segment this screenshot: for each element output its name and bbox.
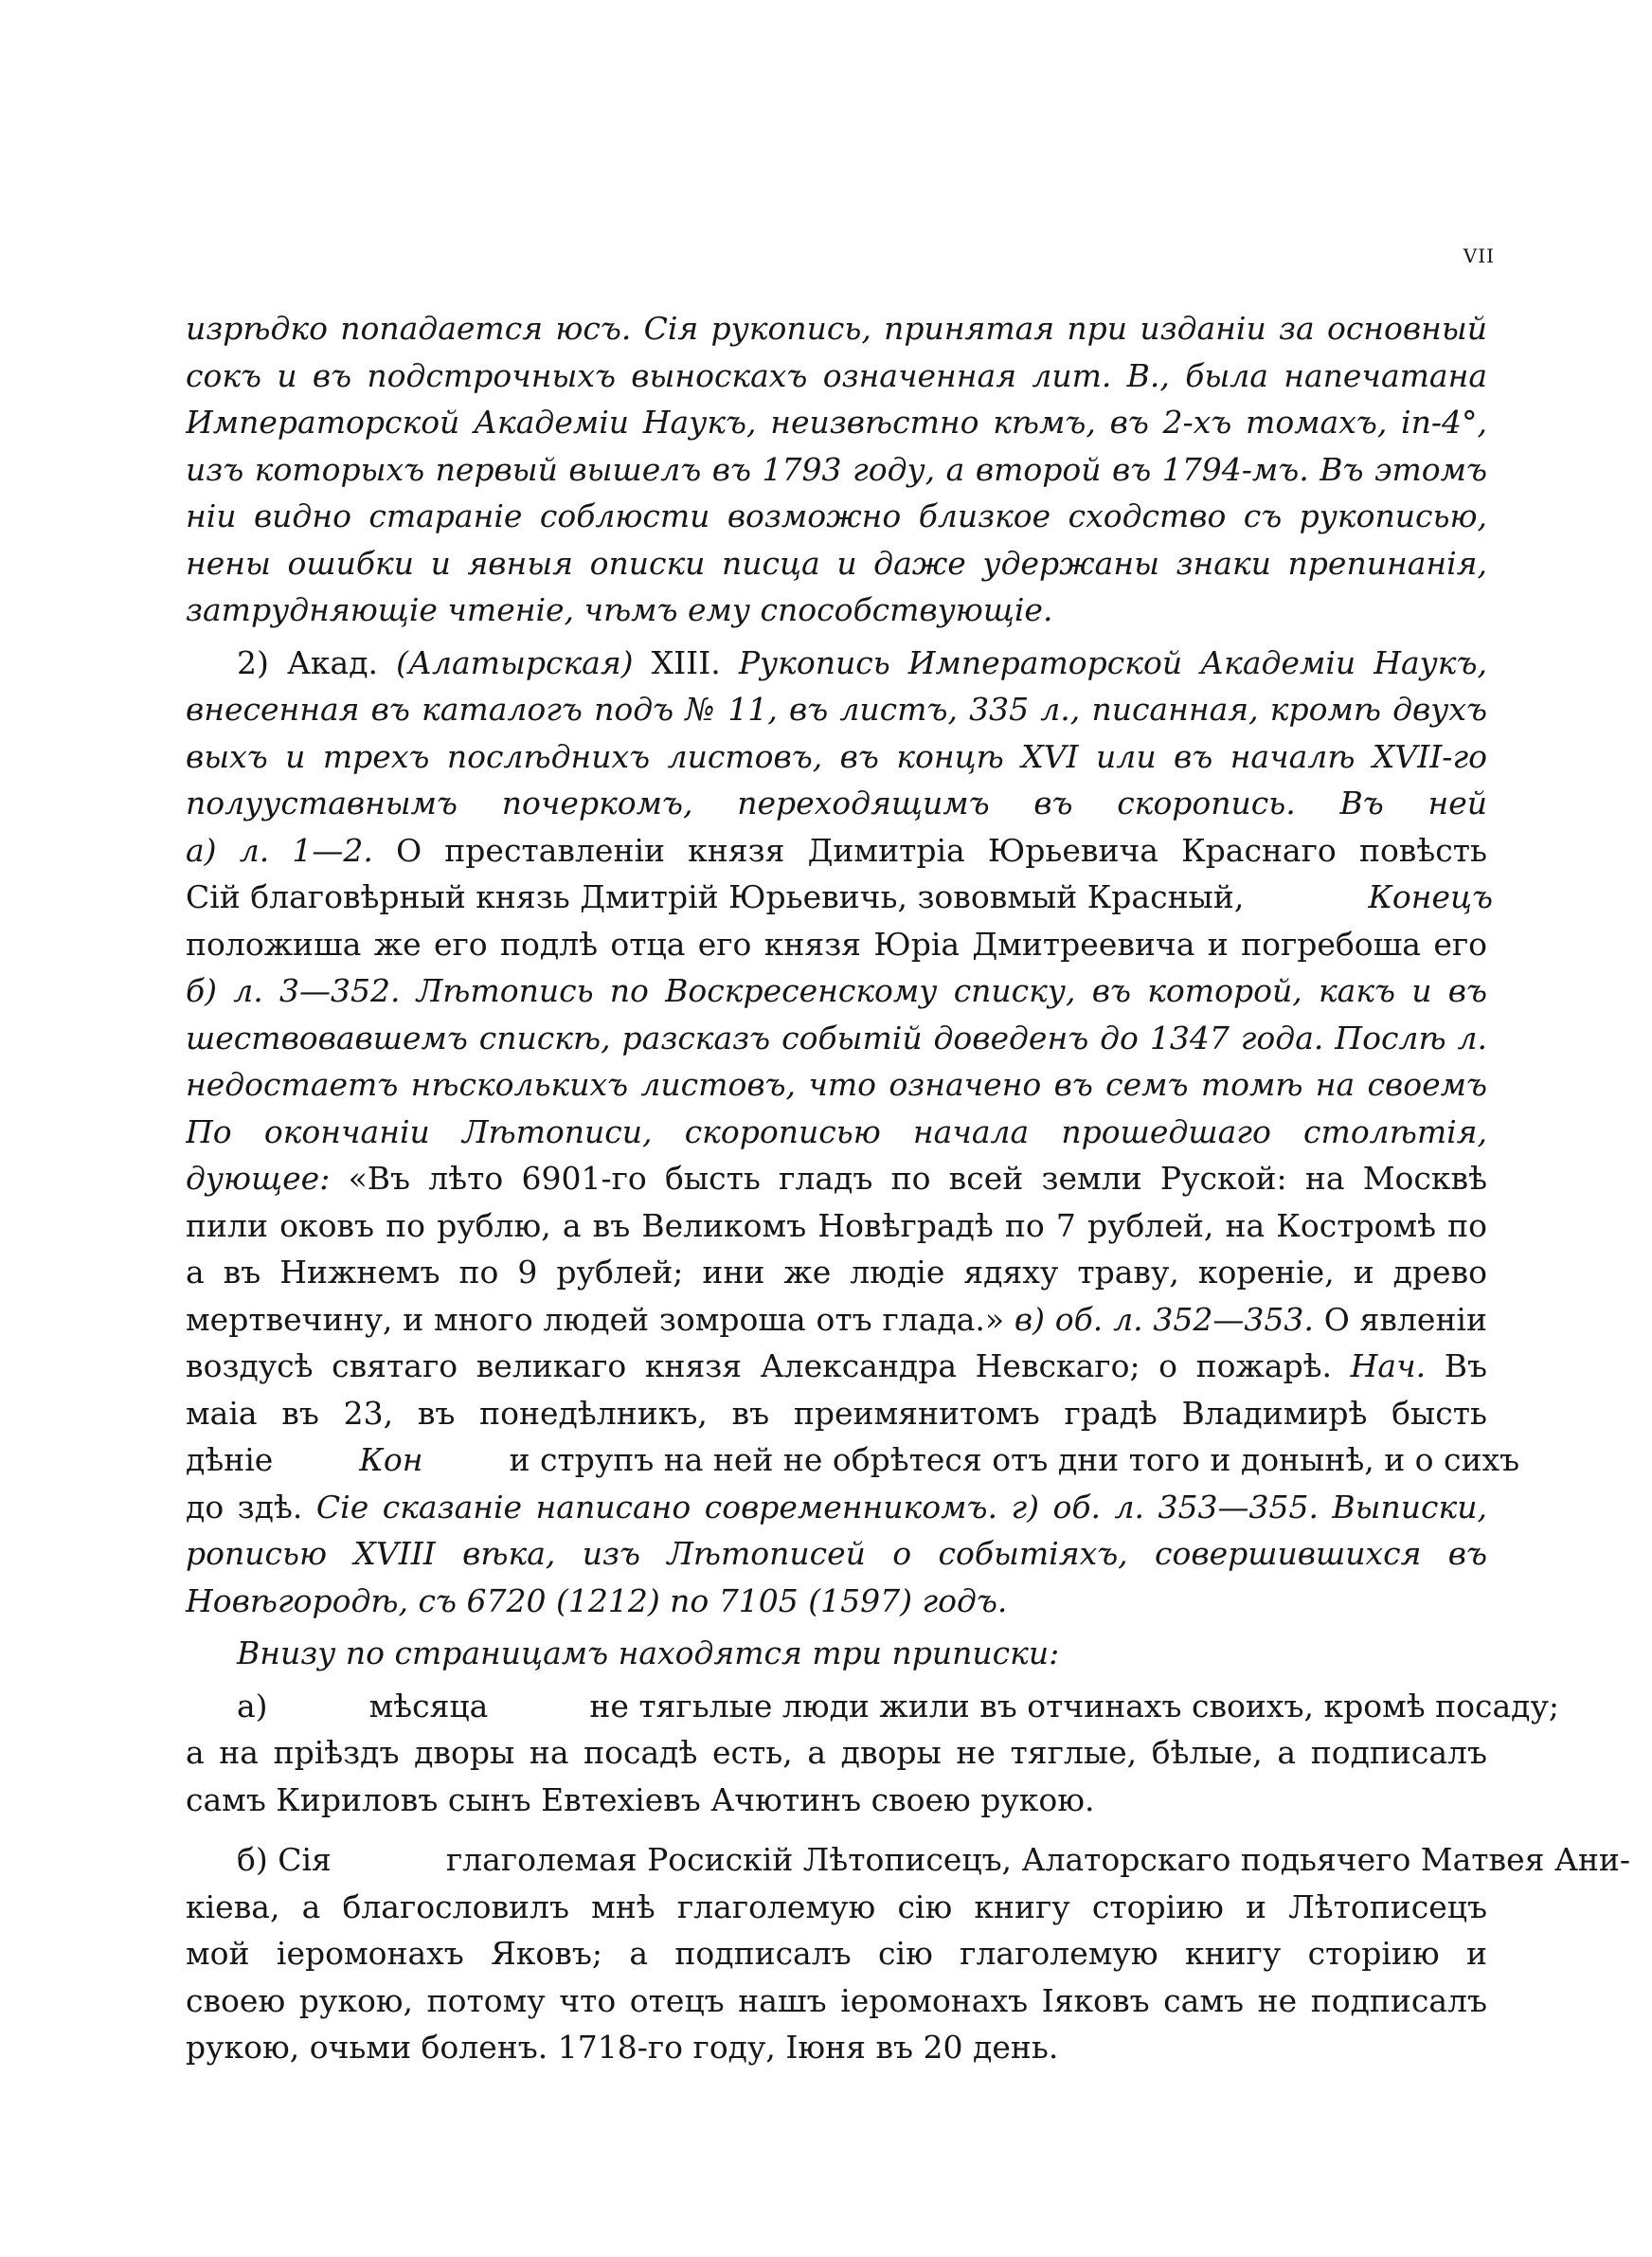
annotation-b <box>186 1836 1631 2071</box>
line-text: воздусѣ святаго великаго князя Александра Невскаго; о пожарѣ. <box>186 1347 1333 1384</box>
manuscript-number: 2) Акад. <box>237 643 379 681</box>
text-line <box>186 1436 1520 1484</box>
text-line: нены ошибки и явныя описки писца и даже удержаны знаки препинанія, <box>186 544 1487 582</box>
text-line: пили оковъ по рублю, а въ Великомъ Новѣградѣ по 7 рублей, на Костромѣ по <box>186 1206 1487 1244</box>
text-line <box>186 1683 1560 1730</box>
text-line: выхъ и трехъ послѣднихъ листовъ, въ концѣ XVI или въ началѣ XVII-го <box>186 737 1487 775</box>
folio-ref: в) об. л. 352—353. <box>1014 1300 1314 1338</box>
text-line: мой іеромонахъ Яковъ; а подписалъ сію глаголемую книгу сторіию и <box>186 1935 1487 1972</box>
text-line: внесенная въ каталогъ подъ № 11, въ листъ, 335 л., писанная, кромѣ двухъ <box>186 691 1487 728</box>
line-text: О преставленіи князя Димитріа Юрьевича Краснаго повѣсть <box>396 831 1487 869</box>
text-line <box>186 1343 1487 1390</box>
line-text: до здѣ. <box>186 1488 303 1526</box>
text-line: По окончаніи Лѣтописи, скорописью начала прошедшаго столѣтія, <box>186 1112 1487 1150</box>
text-line: недостаетъ нѣсколькихъ листовъ, что означено въ семъ томѣ на своемъ <box>186 1066 1487 1103</box>
page-number: VII <box>1463 244 1495 267</box>
paragraph-intro <box>186 305 1487 634</box>
text-line: кіева, а благословилъ мнѣ глаголемую сію книгу сторіию и Лѣтописецъ <box>186 1887 1487 1925</box>
text-line <box>186 640 1487 687</box>
line-text: и струпъ на ней не обрѣтеся отъ дни того и донынѣ, и о сихъ <box>509 1441 1520 1478</box>
text-line: б) л. 3—352. Лѣтопись по Воскресенскому списку, въ которой, какъ и въ <box>186 972 1487 1009</box>
line-text: Въ <box>1444 1347 1487 1384</box>
text-line: положиша же его подлѣ отца его князя Юріа Дмитреевича и погребоша его <box>186 925 1487 963</box>
text-line: изрѣдко попадается юсъ. Сія рукопись, принятая при изданіи за основный <box>186 310 1487 347</box>
page-text <box>186 305 1631 2071</box>
text-line: изъ которыхъ первый вышелъ въ 1793 году, а второй въ 1794-мъ. Въ этомъ <box>186 450 1487 488</box>
line-text: мертвечину, и много людей зомроша отъ глада.» <box>186 1300 1005 1338</box>
text-line: затрудняющіе чтеніе, чѣмъ ему способствующіе. <box>186 591 1053 628</box>
paragraph-annotations <box>186 1630 1631 2071</box>
explicit-label: Кон <box>359 1441 423 1478</box>
text-line: самъ Кириловъ сынъ Евтехіевъ Ачютинъ своею рукою. <box>186 1780 1095 1818</box>
line-text: мѣсяца <box>368 1687 489 1724</box>
text-line: а на пріѣздъ дворы на посадѣ есть, а дворы не тяглые, бѣлые, а подписалъ <box>186 1734 1487 1771</box>
manuscript-description: Рукопись Императорской Академіи Наукъ, <box>738 643 1487 681</box>
line-text: глаголемая Росискій Лѣтописецъ, Алаторскаго подьячего Матвея Ани- <box>445 1841 1631 1878</box>
paragraph-akad-manuscript <box>186 640 1520 1625</box>
text-line: рукою, очьми боленъ. 1718-го году, Іюня въ 20 день. <box>186 2029 1059 2066</box>
incipit-label: Нач. <box>1350 1347 1427 1384</box>
text-line: а въ Нижнемъ по 9 рублей; ини же людіе ядяху траву, кореніе, и древо <box>186 1254 1487 1291</box>
line-text-italic: Сіе сказаніе написано современникомъ. г) об. л. 353—355. Выписки, <box>315 1488 1487 1526</box>
line-text: «Въ лѣто 6901-го бысть гладъ по всей земли Руской: на Москвѣ <box>348 1160 1487 1197</box>
text-line <box>186 1155 1487 1202</box>
text-line <box>186 1296 1487 1344</box>
manuscript-name: (Алатырская) <box>396 643 634 681</box>
annotation-a <box>186 1683 1560 1824</box>
folio-ref: а) л. 1—2. <box>186 831 373 869</box>
text-line: маіа въ 23, въ понедѣлникъ, въ преимянитомъ градѣ Владимирѣ бысть <box>186 1394 1487 1432</box>
text-line <box>186 1484 1487 1531</box>
text-line: шествовавшемъ спискѣ, разсказъ событій доведенъ до 1347 года. Послѣ л. <box>186 1019 1487 1056</box>
line-text: О явленіи <box>1323 1300 1487 1338</box>
text-line: сокъ и въ подстрочныхъ выноскахъ означенная лит. В., была напечатана <box>186 356 1487 394</box>
text-line: Внизу по страницамъ находятся три приписки: <box>237 1634 1060 1671</box>
text-line: своею рукою, потому что отецъ нашъ іеромонахъ Іяковъ самъ не подписалъ <box>186 1981 1487 2019</box>
line-text: не тягьлые люди жили въ отчинахъ своихъ, кромѣ посаду; <box>589 1687 1560 1724</box>
annotation-marker: б) Сія <box>237 1841 332 1878</box>
manuscript-roman: XIII. <box>651 643 721 681</box>
explicit-label: Конецъ <box>1368 878 1494 915</box>
line-text: дѣніе <box>186 1441 274 1478</box>
line-text-italic: дующее: <box>186 1160 331 1197</box>
text-line <box>186 874 1494 921</box>
annotation-marker: а) <box>237 1687 268 1724</box>
text-line: Императорской Академіи Наукъ, неизвѣстно кѣмъ, въ 2-хъ томахъ, in-4°, <box>186 404 1487 441</box>
text-line: ніи видно стараніе соблюсти возможно близкое сходство съ рукописью, <box>186 497 1487 534</box>
line-text: Сій благовѣрный князь Дмитрій Юрьевичь, зововмый Красный, <box>186 878 1245 915</box>
text-line <box>186 827 1487 875</box>
text-line: Новѣгородѣ, съ 6720 (1212) по 7105 (1597) годъ. <box>186 1581 1008 1619</box>
text-line <box>186 1836 1631 1884</box>
text-line: рописью XVIII вѣка, изъ Лѣтописей о событіяхъ, совершившихся въ <box>186 1535 1487 1572</box>
text-line: полууставнымъ почеркомъ, переходящимъ въ скоропись. Въ ней <box>186 785 1487 822</box>
